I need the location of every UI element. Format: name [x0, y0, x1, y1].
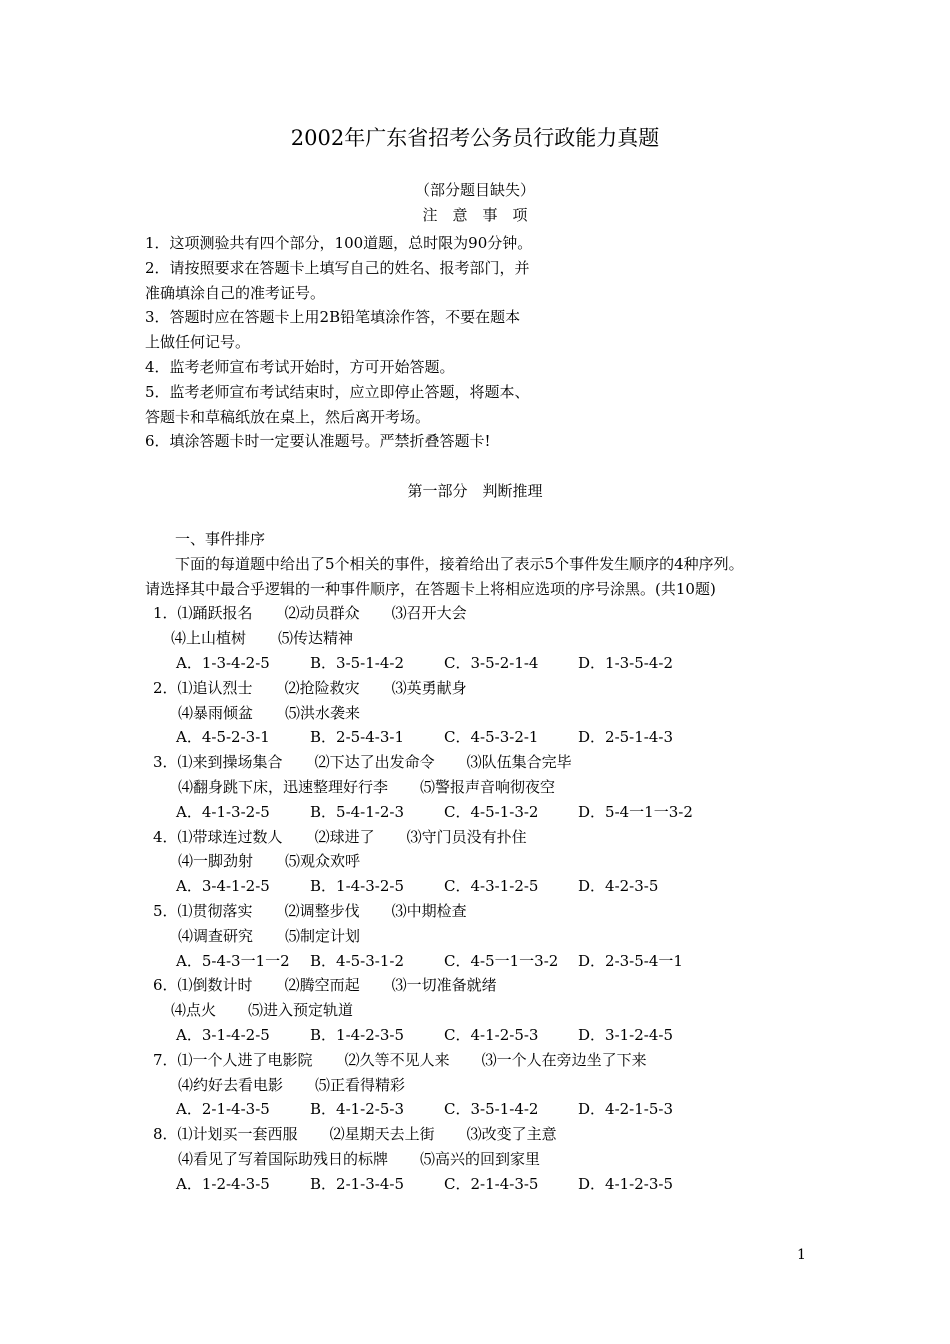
answer-option[interactable]: B．4-5-3-1-2 — [310, 951, 405, 970]
question-item-line — [145, 998, 825, 1023]
instruction-line: 请选择其中最合乎逻辑的一种事件顺序，在答题卡上将相应选项的序号涂黑。(共10题) — [145, 579, 716, 598]
event-item: ⑸传达精神 — [278, 629, 354, 648]
question-item-line — [145, 1073, 825, 1098]
question-item-line — [145, 750, 825, 775]
answer-option[interactable]: A．3-1-4-2-5 — [176, 1025, 270, 1044]
question-item-line — [145, 825, 825, 850]
notice-line: 3．答题时应在答题卡上用2B铅笔填涂作答，不要在题本 — [145, 308, 521, 327]
event-item: ⑴一个人进了电影院 — [177, 1050, 313, 1069]
question-list — [145, 601, 825, 1196]
page-number: 1 — [797, 1247, 806, 1263]
answer-option[interactable]: D．4-2-1-5-3 — [578, 1100, 674, 1119]
section-title: 第一部分 判断推理 — [407, 482, 543, 500]
event-item: ⑷翻身跳下床，迅速整理好行李 — [178, 777, 389, 796]
question-item-line — [145, 973, 825, 998]
answer-options — [145, 874, 825, 899]
answer-option[interactable]: B．2-5-4-3-1 — [310, 728, 405, 747]
question-number: 2． — [153, 678, 178, 697]
event-item: ⑵动员群众 — [284, 604, 360, 623]
event-item: ⑷上山植树 — [171, 629, 247, 648]
answer-option[interactable]: A．4-5-2-3-1 — [176, 728, 270, 747]
event-item: ⑸高兴的回到家里 — [420, 1149, 541, 1168]
event-item: ⑵星期天去上街 — [329, 1125, 435, 1144]
event-item: ⑸正看得精彩 — [315, 1075, 406, 1094]
event-item: ⑷点火 — [171, 1001, 217, 1020]
event-item: ⑸洪水袭来 — [285, 703, 361, 722]
event-item: ⑵调整步伐 — [284, 901, 360, 920]
question-item-line — [145, 676, 825, 701]
subtitle: （部分题目缺失） — [414, 181, 535, 199]
subsection-heading: 一、事件排序 — [175, 530, 266, 548]
event-item: ⑸观众欢呼 — [285, 852, 361, 871]
event-item: ⑷一脚劲射 — [178, 852, 254, 871]
answer-option[interactable]: A．1-2-4-3-5 — [176, 1174, 270, 1193]
answer-option[interactable]: B．3-5-1-4-2 — [310, 653, 405, 672]
question-item-line — [145, 899, 825, 924]
question-number: 6． — [153, 976, 178, 995]
question-item-line — [145, 924, 825, 949]
answer-option[interactable]: D．1-3-5-4-2 — [578, 653, 674, 672]
answer-option[interactable]: C．4-5-1-3-2 — [444, 802, 539, 821]
notice-line: 2．请按照要求在答题卡上填写自己的姓名、报考部门，并 — [145, 258, 530, 277]
question-item-line — [145, 626, 825, 651]
question-number: 3． — [153, 753, 178, 772]
question-item-line — [145, 1048, 825, 1073]
notice-heading: 注 意 事 项 — [422, 206, 528, 224]
answer-option[interactable]: D．5-4一1一3-2 — [578, 802, 693, 821]
answer-option[interactable]: C．4-3-1-2-5 — [444, 877, 539, 896]
event-item: ⑶英勇献身 — [391, 678, 467, 697]
question-number: 4． — [153, 827, 178, 846]
answer-option[interactable]: B．1-4-2-3-5 — [310, 1025, 405, 1044]
answer-options — [145, 1023, 825, 1048]
answer-option[interactable]: D．2-5-1-4-3 — [578, 728, 674, 747]
question-item-line — [145, 849, 825, 874]
event-item: ⑵腾空而起 — [284, 976, 360, 995]
event-item: ⑷约好去看电影 — [178, 1075, 284, 1094]
answer-option[interactable]: A．1-3-4-2-5 — [176, 653, 270, 672]
event-item: ⑴踊跃报名 — [177, 604, 253, 623]
notice-line: 4．监考老师宣布考试开始时，方可开始答题。 — [145, 357, 455, 376]
question-item-line — [145, 601, 825, 626]
answer-option[interactable]: B．1-4-3-2-5 — [310, 877, 405, 896]
answer-option[interactable]: A．4-1-3-2-5 — [176, 802, 270, 821]
question-item-line — [145, 775, 825, 800]
page-title: 2002年广东省招考公务员行政能力真题 — [290, 126, 660, 150]
question-number: 7． — [153, 1050, 178, 1069]
answer-option[interactable]: B．4-1-2-5-3 — [310, 1100, 405, 1119]
notice-list — [145, 231, 585, 454]
event-item: ⑷暴雨倾盆 — [178, 703, 254, 722]
event-item: ⑴计划买一套西服 — [177, 1125, 298, 1144]
answer-option[interactable]: A．2-1-4-3-5 — [176, 1100, 270, 1119]
event-item: ⑷调查研究 — [178, 926, 254, 945]
answer-options — [145, 800, 825, 825]
event-item: ⑵抢险救灾 — [284, 678, 360, 697]
event-item: ⑸制定计划 — [285, 926, 361, 945]
event-item: ⑴倒数计时 — [177, 976, 253, 995]
answer-options — [145, 1097, 825, 1122]
answer-option[interactable]: C．4-5一1一3-2 — [444, 951, 559, 970]
answer-option[interactable]: B．5-4-1-2-3 — [310, 802, 405, 821]
question-item-line — [145, 1147, 825, 1172]
event-item: ⑶队伍集合完毕 — [466, 753, 572, 772]
notice-line: 上做任何记号。 — [145, 333, 251, 352]
event-item: ⑵下达了出发命令 — [314, 753, 435, 772]
answer-option[interactable]: D．4-2-3-5 — [578, 877, 659, 896]
notice-line: 6．填涂答题卡时一定要认准题号。严禁折叠答题卡! — [145, 432, 491, 451]
question-number: 1． — [153, 604, 178, 623]
event-item: ⑶守门员没有扑住 — [406, 827, 527, 846]
answer-options — [145, 949, 825, 974]
answer-option[interactable]: A．3-4-1-2-5 — [176, 877, 270, 896]
event-item: ⑴追认烈士 — [177, 678, 253, 697]
event-item: ⑵球进了 — [314, 827, 375, 846]
answer-option[interactable]: D．2-3-5-4一1 — [578, 951, 683, 970]
event-item: ⑶中期检查 — [391, 901, 467, 920]
answer-option[interactable]: C．4-1-2-5-3 — [444, 1025, 539, 1044]
question-item-line — [145, 1122, 825, 1147]
answer-option[interactable]: D．3-1-2-4-5 — [578, 1025, 674, 1044]
notice-line: 准确填涂自己的准考证号。 — [145, 283, 326, 302]
event-item: ⑸警报声音响彻夜空 — [420, 777, 556, 796]
answer-options — [145, 1172, 825, 1197]
event-item: ⑶召开大会 — [391, 604, 467, 623]
event-item: ⑶一个人在旁边坐了下来 — [481, 1050, 647, 1069]
answer-option[interactable]: B．2-1-3-4-5 — [310, 1174, 405, 1193]
event-item: ⑷看见了写着国际助残日的标牌 — [178, 1149, 389, 1168]
event-item: ⑴贯彻落实 — [177, 901, 253, 920]
notice-line: 答题卡和草稿纸放在桌上，然后离开考场。 — [145, 407, 431, 426]
instruction-line: 下面的每道题中给出了5个相关的事件，接着给出了表示5个事件发生顺序的4种序列。 — [175, 554, 744, 573]
event-item: ⑴来到操场集合 — [177, 753, 283, 772]
notice-line: 5．监考老师宣布考试结束时，应立即停止答题，将题本、 — [145, 382, 530, 401]
answer-option[interactable]: C．3-5-1-4-2 — [444, 1100, 539, 1119]
answer-option[interactable]: A．5-4-3一1一2 — [176, 951, 290, 970]
question-section — [145, 527, 825, 1197]
event-item: ⑴带球连过数人 — [177, 827, 283, 846]
question-number: 5． — [153, 901, 178, 920]
event-item: ⑸进入预定轨道 — [248, 1001, 354, 1020]
answer-options — [145, 725, 825, 750]
answer-options — [145, 651, 825, 676]
notice-line: 1．这项测验共有四个部分，100道题，总时限为90分钟。 — [145, 234, 533, 252]
question-number: 8． — [153, 1125, 178, 1144]
event-item: ⑵久等不见人来 — [344, 1050, 450, 1069]
answer-option[interactable]: D．4-1-2-3-5 — [578, 1174, 674, 1193]
answer-option[interactable]: C．4-5-3-2-1 — [444, 728, 539, 747]
event-item: ⑶一切准备就绪 — [391, 976, 497, 995]
question-item-line — [145, 701, 825, 726]
event-item: ⑶改变了主意 — [466, 1125, 557, 1144]
answer-option[interactable]: C．2-1-4-3-5 — [444, 1174, 539, 1193]
answer-option[interactable]: C．3-5-2-1-4 — [444, 653, 539, 672]
